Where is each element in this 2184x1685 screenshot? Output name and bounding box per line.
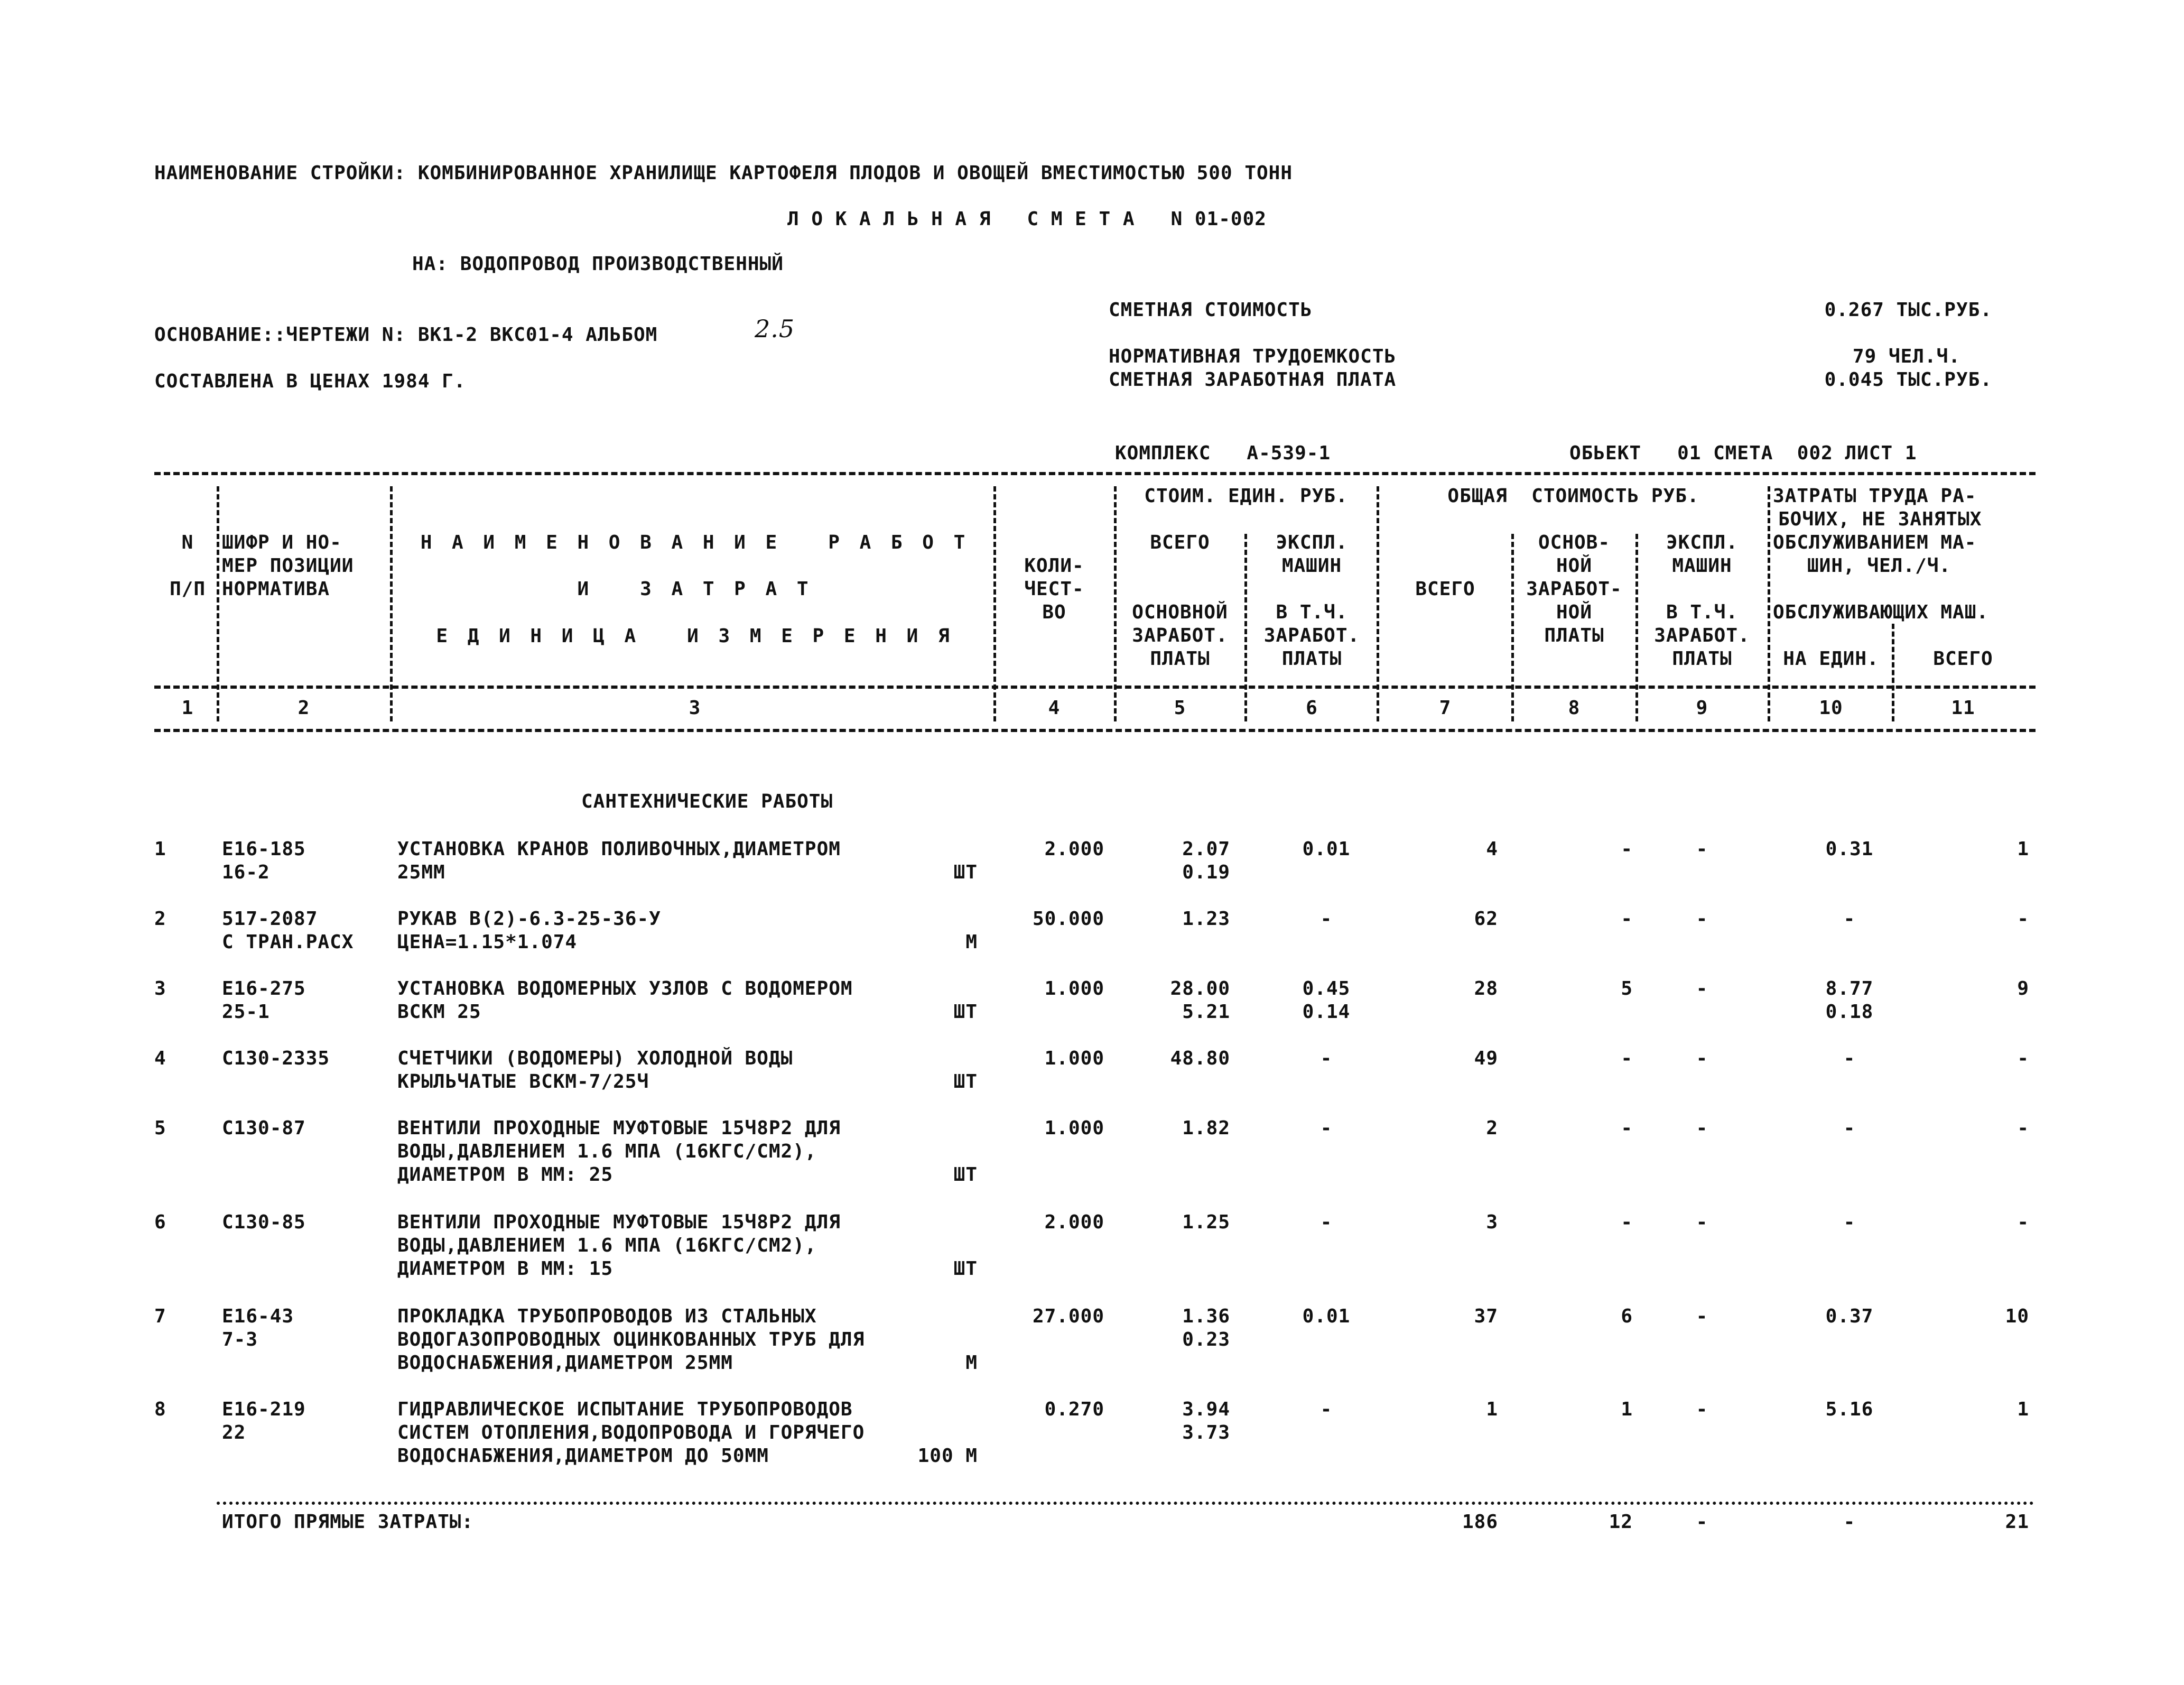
basis-album-handwritten: 2.5	[755, 314, 795, 343]
row-total-machine: -	[1696, 1048, 1708, 1069]
summary-label-labor: НОРМАТИВНАЯ ТРУДОЕМКОСТЬ	[1109, 346, 1397, 367]
row-unit-cost-total: 3.94	[1182, 1399, 1230, 1420]
row-work-name: СИСТЕМ ОТОПЛЕНИЯ,ВОДОПРОВОДА И ГОРЯЧЕГО	[397, 1422, 865, 1443]
row-code: 517-2087	[222, 908, 318, 930]
row-total-wages: 6	[1621, 1306, 1633, 1327]
col5-header-3: ЗАРАБОТ.	[1132, 625, 1228, 646]
col8-header-1: ОСНОВ-	[1538, 532, 1611, 553]
row-code: Е16-43	[222, 1306, 294, 1327]
basis-label: ОСНОВАНИЕ::ЧЕРТЕЖИ N: ВК1-2 ВКС01-4 АЛЬБОМ	[154, 324, 658, 346]
row-work-name: ГИДРАВЛИЧЕСКОЕ ИСПЫТАНИЕ ТРУБОПРОВОДОВ	[397, 1399, 853, 1420]
row-unit-machine-cost: 0.01	[1302, 838, 1351, 860]
col6-header-3: В Т.Ч.	[1276, 601, 1348, 623]
labor-header-2: БОЧИХ, НЕ ЗАНЯТЫХ	[1778, 508, 1982, 530]
col3-header-2: И З А Т Р А Т	[577, 578, 813, 600]
row-unit-cost-total: 1.25	[1182, 1211, 1230, 1233]
row-total-cost: 62	[1474, 908, 1498, 930]
row-labor-total: 9	[2017, 978, 2029, 999]
row-labor-per-unit: 0.31	[1825, 838, 1874, 860]
table-header-rule	[154, 686, 2036, 689]
row-work-name: ВОДОСНАБЖЕНИЯ,ДИАМЕТРОМ 25ММ	[397, 1352, 733, 1374]
complex-code: КОМПЛЕКС А-539-1	[1115, 442, 1331, 464]
row-quantity: 0.270	[1044, 1399, 1104, 1420]
col1-header: N	[181, 532, 194, 553]
totals-col7: 186	[1462, 1511, 1498, 1533]
row-unit-machine-cost: -	[1320, 1117, 1333, 1139]
totals-col9: -	[1696, 1511, 1708, 1533]
row-total-wages: 5	[1621, 978, 1633, 999]
row-number: 5	[154, 1117, 166, 1139]
row-code: С130-87	[222, 1117, 306, 1139]
col11-header: ВСЕГО	[1933, 648, 1993, 670]
col-num-7: 7	[1439, 697, 1452, 719]
row-unit: М	[965, 1352, 978, 1374]
col2-header-3: НОРМАТИВА	[222, 578, 330, 600]
row-total-machine: -	[1696, 1399, 1708, 1420]
labor-header-1: ЗАТРАТЫ ТРУДА РА-	[1773, 485, 1977, 507]
col9-header-4: ЗАРАБОТ.	[1654, 625, 1750, 646]
row-code: С130-2335	[222, 1048, 330, 1069]
summary-value-wages: 0.045 ТЫС.РУБ.	[1824, 369, 1992, 391]
prices-basis: СОСТАВЛЕНА В ЦЕНАХ 1984 Г.	[154, 371, 466, 392]
col2-header-2: МЕР ПОЗИЦИИ	[222, 555, 354, 577]
labor-header-5: ОБСЛУЖИВАЮЩИХ МАШ.	[1773, 601, 1989, 623]
col8-header-4: НОЙ	[1556, 601, 1593, 623]
col-num-5: 5	[1174, 697, 1186, 719]
col3-header-1: Н А И М Е Н О В А Н И Е Р А Б О Т	[420, 532, 970, 553]
section-title: САНТЕХНИЧЕСКИЕ РАБОТЫ	[581, 791, 833, 812]
col6-header-4: ЗАРАБОТ.	[1263, 625, 1360, 646]
row-number: 1	[154, 838, 166, 860]
col5-header-2: ОСНОВНОЙ	[1132, 601, 1228, 623]
row-unit-machine-cost: -	[1320, 1048, 1333, 1069]
row-unit-machine-cost: 0.01	[1302, 1306, 1351, 1327]
row-quantity: 50.000	[1032, 908, 1104, 930]
row-work-name: ВОДОСНАБЖЕНИЯ,ДИАМЕТРОМ ДО 50ММ	[397, 1445, 769, 1467]
summary-value-cost: 0.267 ТЫС.РУБ.	[1824, 299, 1992, 321]
row-number: 8	[154, 1399, 166, 1420]
col-num-10: 10	[1819, 697, 1843, 719]
col2-header-1: ШИФР И НО-	[222, 532, 342, 553]
row-labor-per-unit: 5.16	[1825, 1399, 1874, 1420]
col-num-1: 1	[181, 697, 194, 719]
row-total-wages: -	[1621, 838, 1633, 860]
totals-col10: -	[1843, 1511, 1856, 1533]
estimate-subject: НА: ВОДОПРОВОД ПРОИЗВОДСТВЕННЫЙ	[412, 253, 784, 275]
row-labor-per-unit: 8.77	[1825, 978, 1874, 999]
col1-header-2: П/П	[169, 578, 206, 600]
table-top-rule	[154, 472, 2036, 475]
row-code: Е16-219	[222, 1399, 306, 1420]
row-work-name: ВОДЫ,ДАВЛЕНИЕМ 1.6 МПА (16КГС/СМ2),	[397, 1235, 817, 1256]
row-work-name: 25ММ	[397, 862, 445, 883]
row-code-line2: С ТРАН.РАСХ	[222, 931, 354, 953]
row-total-machine: -	[1696, 1211, 1708, 1233]
col-num-4: 4	[1048, 697, 1061, 719]
row-total-machine: -	[1696, 978, 1708, 999]
unit-cost-group-header: СТОИМ. ЕДИН. РУБ.	[1144, 485, 1348, 507]
row-total-machine: -	[1696, 908, 1708, 930]
row-total-wages: -	[1621, 908, 1633, 930]
row-work-name: ВОДОГАЗОПРОВОДНЫХ ОЦИНКОВАННЫХ ТРУБ ДЛЯ	[397, 1329, 865, 1350]
row-code-line2: 16-2	[222, 862, 270, 883]
totals-rule	[217, 1502, 2034, 1505]
row-unit-machine-cost: -	[1320, 908, 1333, 930]
row-unit: М	[965, 931, 978, 953]
row-quantity: 2.000	[1044, 1211, 1104, 1233]
row-unit-machine-cost: 0.45	[1302, 978, 1351, 999]
row-work-name: ДИАМЕТРОМ В ММ: 25	[397, 1164, 614, 1186]
col6-header-5: ПЛАТЫ	[1281, 648, 1342, 670]
summary-value-labor: 79 ЧЕЛ.Ч.	[1852, 346, 1960, 367]
row-unit-cost-total: 48.80	[1170, 1048, 1230, 1069]
row-total-machine: -	[1696, 1306, 1708, 1327]
document-title: Л О К А Л Ь Н А Я С М Е Т А N 01-002	[787, 208, 1267, 230]
row-labor-total: 1	[2017, 1399, 2029, 1420]
row-unit-cost-wages: 0.23	[1182, 1329, 1230, 1350]
row-total-cost: 2	[1486, 1117, 1498, 1139]
row-labor-total: -	[2017, 1211, 2029, 1233]
col6-header-1: ЭКСПЛ.	[1276, 532, 1348, 553]
col-num-8: 8	[1568, 697, 1581, 719]
col-num-6: 6	[1306, 697, 1318, 719]
totals-label: ИТОГО ПРЯМЫЕ ЗАТРАТЫ:	[222, 1511, 474, 1533]
row-work-name: КРЫЛЬЧАТЫЕ ВСКМ-7/25Ч	[397, 1071, 649, 1093]
row-work-name: ЦЕНА=1.15*1.074	[397, 931, 578, 953]
col9-header-1: ЭКСПЛ.	[1666, 532, 1739, 553]
row-total-wages: -	[1621, 1117, 1633, 1139]
row-work-name: СЧЕТЧИКИ (ВОДОМЕРЫ) ХОЛОДНОЙ ВОДЫ	[397, 1048, 793, 1069]
row-work-name: РУКАВ В(2)-6.3-25-36-У	[397, 908, 661, 930]
row-total-cost: 4	[1486, 838, 1498, 860]
row-labor-total: 10	[2005, 1306, 2029, 1327]
row-code-line2: 22	[222, 1422, 246, 1443]
row-unit-machine-cost: -	[1320, 1211, 1333, 1233]
col9-header-3: В Т.Ч.	[1666, 601, 1739, 623]
labor-header-3: ОБСЛУЖИВАНИЕМ МА-	[1773, 532, 1977, 553]
row-total-cost: 37	[1474, 1306, 1498, 1327]
row-work-name: УСТАНОВКА КРАНОВ ПОЛИВОЧНЫХ,ДИАМЕТРОМ	[397, 838, 841, 860]
col-num-9: 9	[1696, 697, 1708, 719]
row-unit-machine-wages: 0.14	[1302, 1001, 1351, 1023]
totals-col11: 21	[2005, 1511, 2029, 1533]
col-num-2: 2	[298, 697, 310, 719]
row-code-line2: 7-3	[222, 1329, 258, 1350]
row-unit-cost-total: 28.00	[1170, 978, 1230, 999]
row-labor-per-unit: -	[1843, 908, 1856, 930]
col8-header-3: ЗАРАБОТ-	[1526, 578, 1622, 600]
row-total-cost: 1	[1486, 1399, 1498, 1420]
row-labor-total: -	[2017, 1048, 2029, 1069]
row-quantity: 1.000	[1044, 1117, 1104, 1139]
summary-label-cost: СМЕТНАЯ СТОИМОСТЬ	[1109, 299, 1313, 321]
row-work-name: ВОДЫ,ДАВЛЕНИЕМ 1.6 МПА (16КГС/СМ2),	[397, 1141, 817, 1162]
row-unit: ШТ	[953, 1001, 978, 1023]
col3-header-3: Е Д И Н И Ц А И З М Е Р Е Н И Я	[436, 625, 954, 647]
row-work-name: ДИАМЕТРОМ В ММ: 15	[397, 1258, 614, 1280]
col-num-3: 3	[689, 697, 701, 719]
row-labor-per-unit: -	[1843, 1048, 1856, 1069]
row-number: 7	[154, 1306, 166, 1327]
row-work-name: УСТАНОВКА ВОДОМЕРНЫХ УЗЛОВ С ВОДОМЕРОМ	[397, 978, 853, 999]
col5-header-4: ПЛАТЫ	[1150, 648, 1210, 670]
row-total-machine: -	[1696, 1117, 1708, 1139]
row-total-machine: -	[1696, 838, 1708, 860]
row-work-name: ПРОКЛАДКА ТРУБОПРОВОДОВ ИЗ СТАЛЬНЫХ	[397, 1306, 817, 1327]
row-quantity: 27.000	[1032, 1306, 1104, 1327]
row-code: Е16-185	[222, 838, 306, 860]
row-work-name: ВЕНТИЛИ ПРОХОДНЫЕ МУФТОВЫЕ 15Ч8Р2 ДЛЯ	[397, 1211, 841, 1233]
table-numbers-rule	[154, 729, 2036, 732]
row-quantity: 1.000	[1044, 1048, 1104, 1069]
row-number: 4	[154, 1048, 166, 1069]
row-total-wages: -	[1621, 1211, 1633, 1233]
row-quantity: 2.000	[1044, 838, 1104, 860]
row-unit-cost-total: 1.36	[1182, 1306, 1230, 1327]
col7-header: ВСЕГО	[1415, 578, 1475, 600]
row-unit: ШТ	[953, 862, 978, 883]
row-labor-total: 1	[2017, 838, 2029, 860]
summary-label-wages: СМЕТНАЯ ЗАРАБОТНАЯ ПЛАТА	[1109, 369, 1397, 391]
row-code: С130-85	[222, 1211, 306, 1233]
row-unit-cost-wages: 5.21	[1182, 1001, 1230, 1023]
row-total-cost: 3	[1486, 1211, 1498, 1233]
totals-col8: 12	[1609, 1511, 1633, 1533]
object-sheet: ОБЬЕКТ 01 СМЕТА 002 ЛИСТ 1	[1569, 442, 1917, 464]
row-labor-per-unit: -	[1843, 1117, 1856, 1139]
row-unit-cost-total: 1.23	[1182, 908, 1230, 930]
col5-header-1: ВСЕГО	[1150, 532, 1210, 553]
row-unit-machine-cost: -	[1320, 1399, 1333, 1420]
row-number: 6	[154, 1211, 166, 1233]
row-work-name: ВЕНТИЛИ ПРОХОДНЫЕ МУФТОВЫЕ 15Ч8Р2 ДЛЯ	[397, 1117, 841, 1139]
row-unit: ШТ	[953, 1071, 978, 1093]
labor-header-4: ШИН, ЧЕЛ./Ч.	[1807, 555, 1951, 577]
col8-header-5: ПЛАТЫ	[1544, 625, 1604, 646]
row-total-wages: 1	[1621, 1399, 1633, 1420]
row-unit-cost-total: 1.82	[1182, 1117, 1230, 1139]
col4-header-1: КОЛИ-	[1024, 555, 1084, 577]
col10-header: НА ЕДИН.	[1783, 648, 1879, 670]
row-labor-machine-per-unit: 0.18	[1825, 1001, 1874, 1023]
construction-name: НАИМЕНОВАНИЕ СТРОЙКИ: КОМБИНИРОВАННОЕ ХРАНИЛИЩЕ КАРТОФЕЛЯ ПЛОДОВ И ОВОЩЕЙ ВМЕСТИМОСТЬЮ 500 ТОНН	[154, 162, 1293, 184]
row-total-cost: 49	[1474, 1048, 1498, 1069]
col4-header-3: ВО	[1042, 601, 1066, 623]
row-unit: ШТ	[953, 1258, 978, 1280]
total-cost-group-header: ОБЩАЯ СТОИМОСТЬ РУБ.	[1447, 485, 1699, 507]
row-unit-cost-total: 2.07	[1182, 838, 1230, 860]
row-labor-per-unit: -	[1843, 1211, 1856, 1233]
row-unit: ШТ	[953, 1164, 978, 1186]
row-work-name: ВСКМ 25	[397, 1001, 481, 1023]
col6-header-2: МАШИН	[1281, 555, 1342, 577]
col4-header-2: ЧЕСТ-	[1024, 578, 1084, 600]
col9-header-2: МАШИН	[1672, 555, 1732, 577]
row-labor-total: -	[2017, 1117, 2029, 1139]
col-num-11: 11	[1951, 697, 1975, 719]
row-code: Е16-275	[222, 978, 306, 999]
row-number: 3	[154, 978, 166, 999]
row-unit-cost-wages: 3.73	[1182, 1422, 1230, 1443]
row-unit-cost-wages: 0.19	[1182, 862, 1230, 883]
row-quantity: 1.000	[1044, 978, 1104, 999]
row-number: 2	[154, 908, 166, 930]
row-labor-total: -	[2017, 908, 2029, 930]
row-unit: 100 М	[917, 1445, 978, 1467]
col8-header-2: НОЙ	[1556, 555, 1593, 577]
row-total-cost: 28	[1474, 978, 1498, 999]
row-labor-per-unit: 0.37	[1825, 1306, 1874, 1327]
row-code-line2: 25-1	[222, 1001, 270, 1023]
col9-header-5: ПЛАТЫ	[1672, 648, 1732, 670]
row-total-wages: -	[1621, 1048, 1633, 1069]
